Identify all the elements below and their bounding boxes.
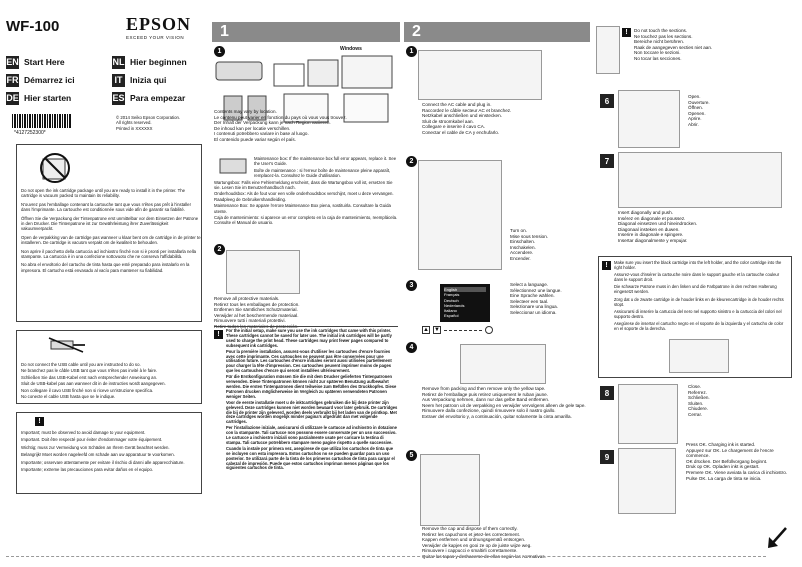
notice-important [16, 412, 202, 494]
notice1-de: Öffnen Sie die Verpackung der Tintenpatrone erst unmittelbar vor dem Einsetzen der Patrone in den Drucker. Die Tintenpatrone ist zur Gewährleistung ihrer Zuverlässigkeit vakuumverpackt. [21, 215, 199, 232]
notice3-en: Important; must be observed to avoid damage to your equipment. [21, 430, 146, 435]
maintenance-note: Maintenance box: If the maintenance box full error appears, replace it. See the User's Guide. Boîte de maintenance : si l'erreur boîte de maintenance pleine apparaît, remplacez-la. Consultez le Guide d'utilisation. Wartungsbox: Falls eine Fehlermeldung erscheint, dass die Wartungsbox voll ist, ersetzen Sie sie. Lesen Sie im Benutzerhandbuch nach. Onderhoudsbox: Als de fout voor een volle onderhoudsbox verschijnt, moet u deze vervangen. Raadpleeg de Gebruikershandleiding. Maintenance Box: Se appare l'errore Maintenance Box piena, sostituirla. Consultare la Guida utente. Caja de mantenimiento: si aparece un error completo en la caja de mantenimiento, reemplácela. Consulte el Manual de usuario. [214, 156, 398, 226]
protective-materials-illustration [226, 250, 300, 294]
section-1-header: 1 [212, 22, 400, 42]
section-3 [596, 22, 796, 542]
brand-logo [126, 14, 194, 40]
warning-icon: ! [214, 330, 223, 339]
warning-icon: ! [35, 417, 44, 426]
ac-cable-illustration [418, 50, 542, 100]
step-3-text: Select a language. Sélectionnez une langue. Eine Sprache wählen. Selecteer een taal. Selezionare una lingua. Seleccionar un idioma. [510, 282, 562, 315]
lcd-language-screen [440, 284, 490, 322]
lcd-item[interactable]: Español [444, 313, 459, 319]
notice2-nl: Sluit de USB-kabel pas aan wanneer dit in de instructies wordt aangegeven. [21, 381, 166, 387]
step-5-badge: 5 [406, 450, 417, 461]
notice2-it: Non collegare il cavo USB finché non si riceve un'istruzione specifica. [21, 387, 154, 393]
lang-it: IT Inizia qui [112, 73, 166, 87]
lang-nl: NL Hier beginnen [112, 57, 187, 67]
cartridge-tape-illustration [460, 344, 546, 384]
step-4-text: Remove from packing and then remove only the yellow tape. Retirez de l'emballage puis retirez uniquement le ruban jaune. Aus Verpackung nehmen, dann nur das gelbe Band entfernen. Neem het patroon uit de verpakking en verwijder vervolgens alleen de gele tape. Rimuovere dalla confezione, quindi rimuovere solo il nastro giallo. Extraer del envoltorio y, a continuación, quitar solamente la cinta amarilla. [422, 386, 586, 419]
step-8-text: Close. Referrez. Schließen. Sluiten. Chiudere. Cerrar. [688, 384, 710, 417]
cartridge-cap-illustration [420, 454, 480, 526]
lcd-item[interactable]: Italiano [444, 308, 457, 314]
contents-note: Contents may vary by location. Le contenu peut varier en fonction du pays où vous vous trouvez. Der Inhalt der Verpackung kann je nach Region variieren. De inhoud kan per locatie verschillen. I contenuti potrebbero variare in base al luogo. El contenido puede variar según el país. [214, 109, 347, 142]
step-2-badge: 2 [214, 244, 225, 255]
lang-es: ES Para empezar [112, 93, 186, 103]
notice1-it: Non aprire il pacchetto della cartuccia ad inchiostro finché non si è pronti per installarla nella stampante. La cartuccia è in una confezione sottovuoto che ne conserva l'affidabilità. [21, 248, 197, 260]
notice1-fr: N'ouvrez pas l'emballage contenant la cartouche tant que vous n'êtes pas prêt à l'installer dans l'imprimante. La cartouche est conditionnée sous vide afin de garantir sa fiabilité. [21, 201, 192, 213]
no-open-pictogram [37, 151, 73, 185]
ok-button-arrow-icon [444, 330, 482, 336]
do-not-touch-text: Do not touch the sections. Ne touchez pas les sections. Bereiche nicht berühren. Raak de aangegeven secties niet aan. Non toccare le sezioni. No tocar las secciones. [634, 28, 713, 61]
section-2 [404, 22, 590, 559]
step-2-text: Turn on. Mise sous tension. Einschalten. Inschakelen. Accendere. Encender. [510, 228, 549, 261]
notice2-es: No conecte el cable USB hasta que se le indique. [21, 394, 116, 400]
insert-cartridge-illustration [618, 152, 782, 208]
power-button-illustration [418, 160, 502, 270]
section-2-header: 2 [404, 22, 590, 42]
do-not-touch-illustration [596, 26, 620, 74]
step-8-badge: 8 [600, 386, 614, 400]
step-6-badge: 6 [600, 94, 614, 108]
up-arrow-icon[interactable]: ▲ [423, 327, 429, 333]
notice3-it: Importante; osservare attentamente per evitare il rischio di danni alle apparecchiature. [21, 459, 185, 465]
barcode [12, 114, 72, 128]
step-4-badge: 4 [406, 342, 417, 353]
cartridge-holder-note: ! Make sure you insert the black cartridge into the left holder, and the color cartridge into the right holder. Assurez-vous d'insérer la cartouche noire dans le support gauche et la cartouche couleur dans le support droit. Die schwarze Patrone muss in den linken und die Farbpatrone in den rechten Halterung eingesetzt werden. Zorg dat u de zwarte cartridge in de houder links en de kleurencartridge in de houder rechts stopt. Assicurarsi di inserire la cartuccia del nero nel supporto sinistro e la cartuccia del colori nel supporto destro. Asegúrese de insertar el cartucho negro en el soporte de la izquierda y el cartucho de color en el soporte de la derecha. [598, 256, 792, 378]
notice1-es: No abra el envoltorio del cartucho de tinta hasta que esté preparado para instalarlo en la impresora. El cartucho está envasado al vacío para mantener su fiabilidad. [21, 262, 190, 273]
press-ok-illustration [618, 448, 676, 514]
step-1-badge: 1 [406, 46, 417, 57]
warning-icon: ! [622, 28, 631, 37]
lcd-buttons [422, 326, 502, 336]
step-9-badge: 9 [600, 450, 614, 464]
notice2-fr: Ne branchez pas le câble USB tant que vous n'êtes pas invité à le faire. [21, 368, 158, 374]
lcd-item[interactable]: English [444, 287, 486, 292]
notice1-nl: Open de verpakking van de cartridge pas wanneer u klaar bent om de cartridge in de printer te installeren. De cartridge is vacuüm verpakt om de kwaliteit te behouden. [21, 234, 201, 246]
brand-slogan: EXCEED YOUR VISION [126, 35, 185, 40]
notice2-en: Do not connect the USB cable until you are instructed to do so. [21, 362, 141, 367]
step-7-text: Insert diagonally and push. Insérez en diagonale et poussez. Diagonal einsetzen und hineindrücken. Diagonaal insteken en duwen. Inserire in diagonale e spingere. Insertar diagonalmente y empujar. [618, 210, 698, 243]
step-7-badge: 7 [600, 154, 614, 168]
holder-position-illustration [669, 339, 729, 373]
step-3-badge: 3 [406, 280, 417, 291]
barcode-number: *4127252300* [14, 130, 46, 136]
warning-icon: ! [602, 261, 611, 270]
notice2-de: Schließen Sie das USB-Kabel erst nach entsprechender Anweisung an. [21, 374, 158, 380]
step-9-text: Press OK. Charging ink is started. Appuyez sur OK. Le chargement de l'encre commence. OK drücken. Der Befüllvorgang beginnt. Druk op OK. Opladen inkt is gestart. Premere OK. Viene avviata la carica di inchiostro. Pulse OK. La carga de tinta se inicia. [686, 442, 788, 481]
lang-fr: FR Démarrez ici [6, 75, 75, 85]
initial-setup-note: ! For the initial setup, make sure you use the ink cartridges that came with this printer. These cartridges cannot be saved for later use. The initial ink cartridges will be partly used to charge the print head. These cartridges may print fewer pages compared to subsequent ink cartridges. Pour la première installation, assurez-vous d'utiliser les cartouches d'encre fournies avec cette imprimante. Ces cartouches ne peuvent pas être conservées pour une utilisation future. Les cartouches d'encre initiales seront aussi utilisées partiellement pour charger la tête d'impression. Ces cartouches peuvent imprimer moins de pages que les cartouches d'encre qui seront installées ultérieurement. Für die Erstkonfiguration müssen Sie die mit dem Drucker gelieferten Tintenpatronen verwenden. Diese Tintenpatronen können nicht zur späteren Benutzung aufbewahrt werden. Die ersten Tintenpatronen dient teilweise zum Befüllen des Druckkopfes. Diese Patronen drucken möglicherweise im Vergleich zu späteren verwendeten Patronen weniger Seiten. Voor de eerste installatie moet u de inktcartridges gebruiken die bij deze printer zijn geleverd. Deze cartridges kunnen niet worden bewaard voor later gebruik. De cartridges die bij de printer zijn geleverd, worden deels verbruikt bij het laden van de printkop. Met deze cartridges worden mogelijk minder pagina's afgedrukt dan met volgende cartridges. Per l'installazione iniziale, assicurarsi di utilizzare le cartucce ad inchiostro in dotazione con la stampante. Tali cartucce non possono essere conservate per un uso successivo. Le cartucce a inchiostro iniziali sono parzialmente usate per caricare la testina di stampa. Tali cartucce potrebbero stampare meno pagine rispetto a quelle successive. Cuando la instale por primera vez, asegúrese de que utiliza los cartuchos de tinta que se incluyen con esta impresora. Estos cartuchos no se pueden guardar para un uso posterior. Se utilizará parte de la tinta de los primeros cartuchos de tinta para cargar el cabezal de impresión. Puede que estos cartuchos impriman menos páginas que los siguientes cartuchos de tinta. [214, 326, 398, 542]
notice-usb [16, 330, 202, 404]
open-cover-illustration [618, 90, 680, 148]
down-arrow-icon[interactable]: ▼ [434, 327, 440, 333]
section-1 [212, 22, 400, 542]
cover-column [6, 8, 206, 548]
no-usb-pictogram [47, 336, 87, 354]
page-turn-arrow-icon [764, 524, 792, 554]
step-1-badge: 1 [214, 46, 225, 57]
lcd-item[interactable]: Nederlands [444, 302, 465, 308]
notice1-en: Do not open the ink cartridge package until you are ready to install it in the printer. The cartridge is vacuum packed to maintain its reliability. [21, 188, 186, 199]
step-5-text: Remove the cap and dispose of them correctly. Retirez les capuchons et jetez-les correctement. Kappen entfernen und ordnungsgemäß entsorgen. Verwijder de kapjes en gooi ze op de juiste wijze weg. Rimuovere i cappucci e smaltirli correttamente. Quitar las tapas y deshacerse de ellas según las normativas. [422, 526, 546, 559]
brand-name: EPSON [126, 14, 192, 34]
lcd-item[interactable]: Deutsch [444, 297, 459, 303]
notice3-fr: Important. Doit être respecté pour éviter d'endommager votre équipement. [21, 437, 163, 443]
model-name: WF-100 [6, 18, 60, 35]
close-cover-illustration [618, 384, 678, 444]
lang-de: DE Hier starten [6, 93, 72, 103]
bottom-divider [6, 556, 766, 557]
step-6-text: Open. Ouverture. Öffnen. Openen. Aprire. Abrir. [688, 94, 710, 127]
ok-button[interactable] [485, 326, 493, 334]
windows-label: Windows [340, 46, 362, 52]
notice3-de: Wichtig; muss zur Vermeidung von Schäden an Ihrem Gerät beachtet werden. [21, 444, 170, 450]
step-2-text: Remove all protective materials. Retirez tous les emballages de protection. Entfernen Sie sämtliches Schutzmaterial. Verwijder al het beschermende materiaal. Rimuovere tutti i materiali protettivi. Retire todos los materiales de protección. [214, 296, 300, 329]
lcd-item[interactable]: Français [444, 292, 460, 298]
lang-en: EN Start Here [6, 57, 65, 67]
step-1-text: Connect the AC cable and plug in. Raccordez le câble secteur AC et branchez. Netzkabel anschließen und einstecken. Sluit de stroomkabel aan. Collegare e inserire il cavo CA. Conectar el cable de CA y enchufarlo. [422, 102, 512, 135]
copyright: © 2014 Seiko Epson Corporation. All rights reserved. Printed in XXXXXX [116, 115, 181, 131]
notice3-nl: Belangrijk! Moet worden nageleefd om schade aan uw apparatuur te voorkomen. [21, 452, 175, 458]
step-2-badge: 2 [406, 156, 417, 167]
notice3-es: Importante; extreme las precauciones para evitar daños en el equipo. [21, 467, 154, 473]
notice-do-not-open [16, 144, 202, 322]
